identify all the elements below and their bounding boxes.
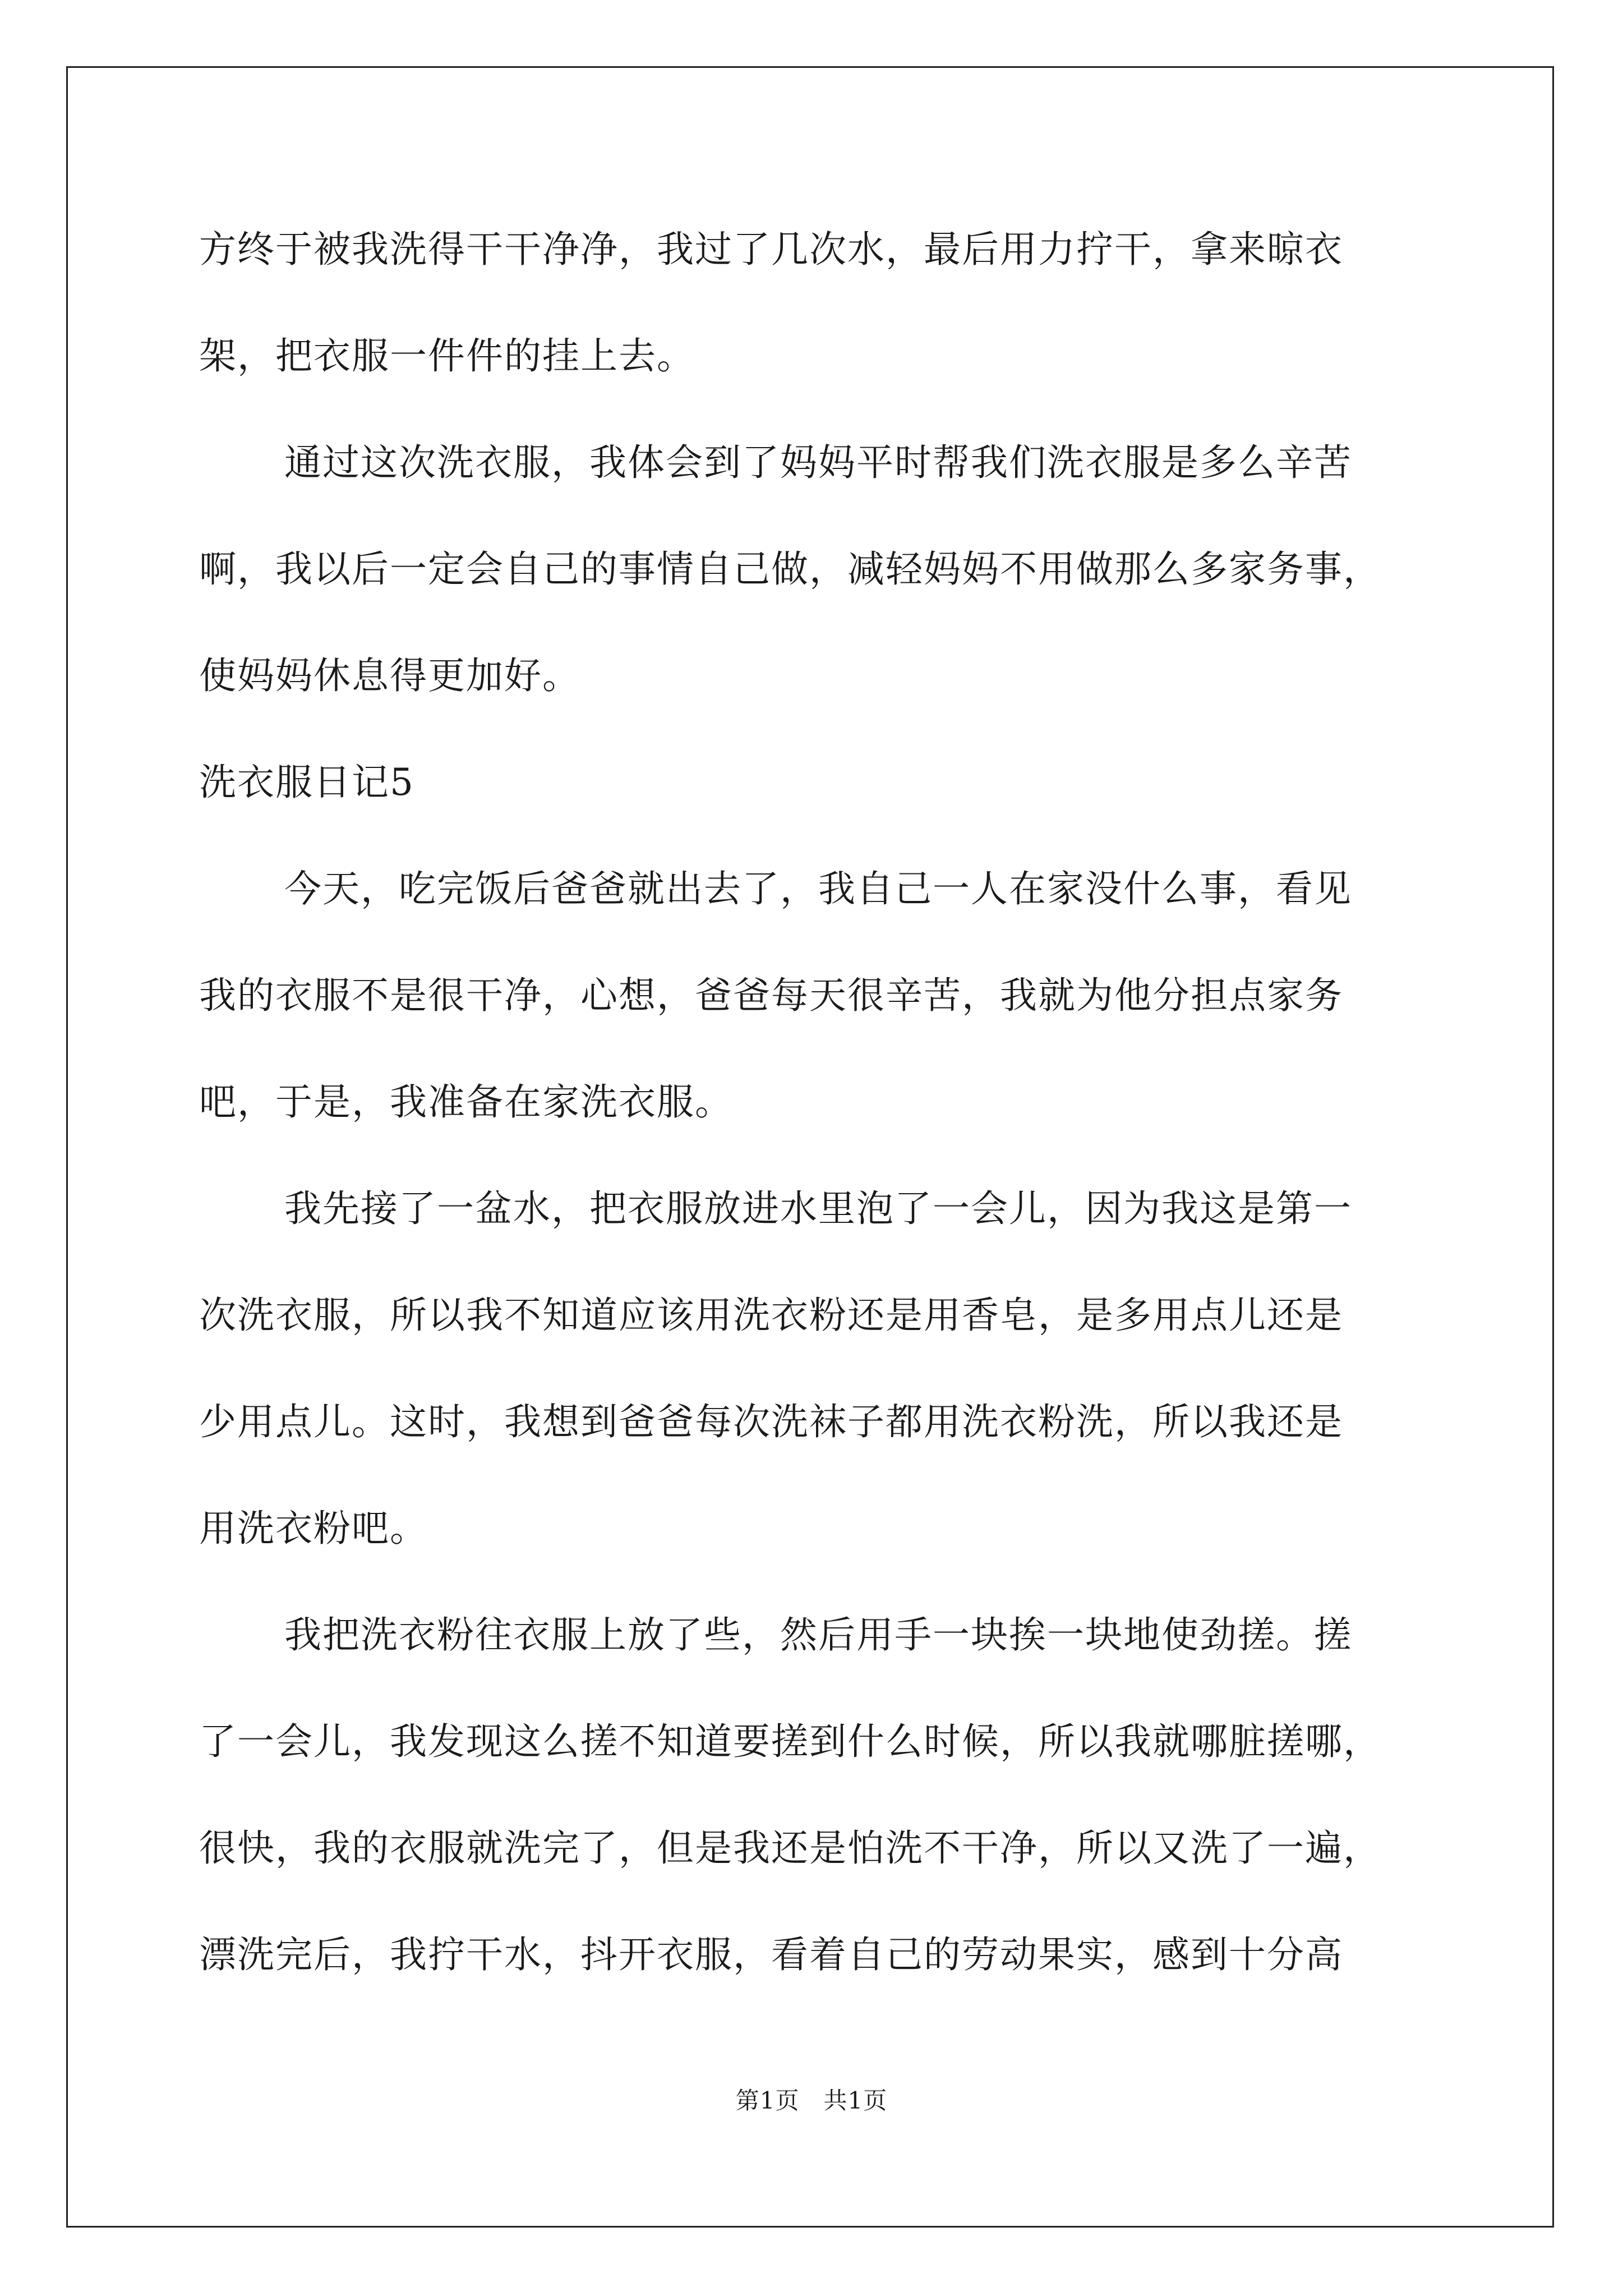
paragraph-line: 很快，我的衣服就洗完了，但是我还是怕洗不干净，所以又洗了一遍， xyxy=(199,1826,1381,1870)
paragraph-line: 方终于被我洗得干干净净，我过了几次水，最后用力拧干，拿来晾衣 xyxy=(199,228,1343,271)
paragraph-line: 用洗衣粉吧。 xyxy=(199,1507,428,1550)
page-footer: 第1页 共1页 xyxy=(735,2087,888,2114)
paragraph-line: 漂洗完后，我拧干水，抖开衣服，看着自己的劳动果实，感到十分高 xyxy=(199,1933,1343,1976)
paragraph-line: 了一会儿，我发现这么搓不知道要搓到什么时候，所以我就哪脏搓哪， xyxy=(199,1720,1381,1763)
paragraph-line: 通过这次洗衣服，我体会到了妈妈平时帮我们洗衣服是多么辛苦 xyxy=(284,441,1352,484)
paragraph-line: 今天，吃完饭后爸爸就出去了，我自己一人在家没什么事，看见 xyxy=(284,867,1352,910)
paragraph-5 xyxy=(199,1593,1433,2019)
paragraph-line: 啊，我以后一定会自己的事情自己做，减轻妈妈不用做那么多家务事， xyxy=(199,547,1381,591)
paragraph-line: 我先接了一盆水，把衣服放进水里泡了一会儿，因为我这是第一 xyxy=(284,1187,1352,1230)
paragraph-line: 少用点儿。这时，我想到爸爸每次洗袜子都用洗衣粉洗，所以我还是 xyxy=(199,1400,1343,1443)
paragraph-line: 我把洗衣粉往衣服上放了些，然后用手一块挨一块地使劲搓。搓 xyxy=(284,1613,1352,1657)
paragraph-1 xyxy=(199,208,1433,421)
paragraph-line: 我的衣服不是很干净，心想，爸爸每天很辛苦，我就为他分担点家务 xyxy=(199,974,1343,1017)
paragraph-2 xyxy=(199,421,1433,740)
paragraph-line: 架，把衣服一件件的挂上去。 xyxy=(199,334,695,378)
section-heading: 洗衣服日记5 xyxy=(199,761,414,804)
paragraph-4 xyxy=(199,1167,1433,1593)
paragraph-line: 使妈妈休息得更加好。 xyxy=(199,654,580,697)
paragraph-3 xyxy=(199,847,1433,1167)
paragraph-line: 吧，于是，我准备在家洗衣服。 xyxy=(199,1080,733,1124)
paragraph-line: 次洗衣服，所以我不知道应该用洗衣粉还是用香皂，是多用点儿还是 xyxy=(199,1294,1343,1337)
document-body xyxy=(199,208,1433,2019)
